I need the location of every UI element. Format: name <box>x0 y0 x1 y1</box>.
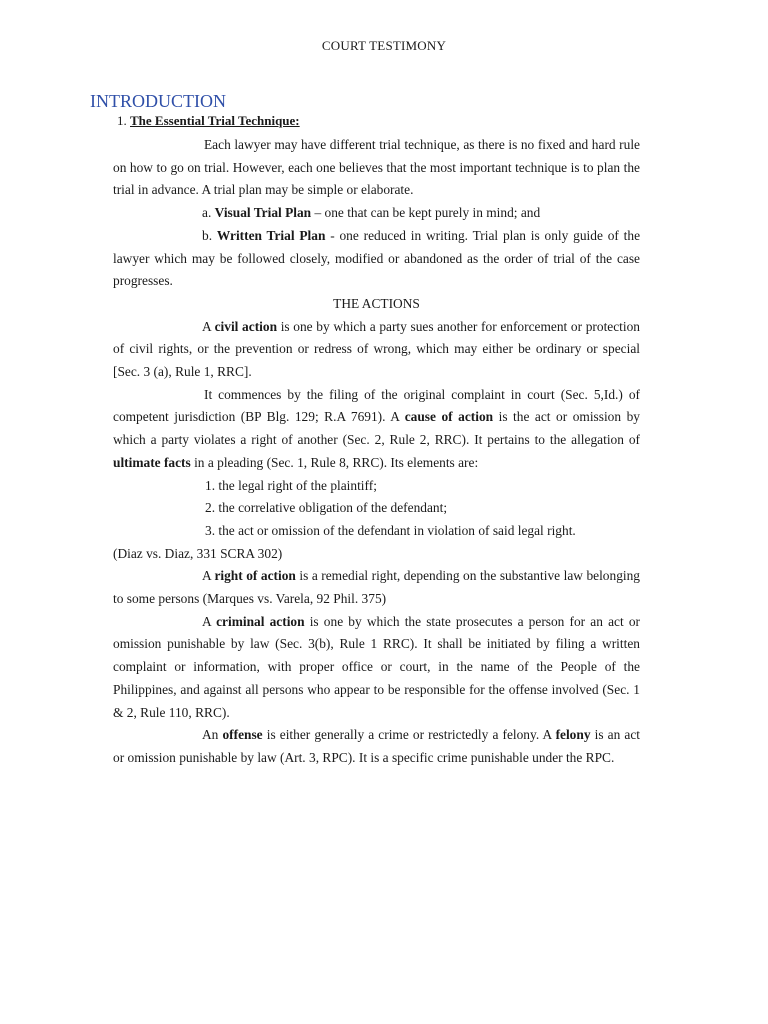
citation: (Diaz vs. Diaz, 331 SCRA 302) <box>113 545 283 561</box>
criminal-action-term: criminal action <box>216 613 305 629</box>
offense-term: offense <box>222 727 263 743</box>
ultimate-facts-term: ultimate facts <box>113 454 191 470</box>
civil-action-term: civil action <box>214 318 278 334</box>
right-of-action-paragraph: A right of action is a remedial right, depending on the substantive law belonging to some persons (Marques vs. Varela, 92 Phil. 375) <box>113 568 640 607</box>
civil-action-paragraph: A civil action is one by which a party sues another for enforcement or protection of civil rights, or the prevention or redress of wrong, which may either be ordinary or special [Sec. 3 (a), Rule 1, RRC]. <box>113 318 641 380</box>
plan-a-term: Visual Trial Plan <box>214 205 312 221</box>
item-number: 1. <box>117 113 130 128</box>
body-text <box>113 134 640 770</box>
element-item: 3. the act or omission of the defendant in violation of said legal right. <box>205 522 576 538</box>
element-item: 2. the correlative obligation of the defendant; <box>205 500 448 516</box>
intro-paragraph: Each lawyer may have different trial technique, as there is no fixed and hard rule on how to go on trial. However, each one believes that the most important technique is to plan the trial in advance. A trial plan may be simple or elaborate. <box>113 137 640 198</box>
item-title: The Essential Trial Technique: <box>130 113 300 128</box>
criminal-action-paragraph: A criminal action is one by which the state prosecutes a person for an act or omission punishable by law (Sec. 3(b), Rule 1 RRC). It shall be initiated by filing a written complaint or information, with proper office or court, in the name of the People of the Philippines, and against all persons who appear to be responsible for the offense involved (Sec. 1 & 2, Rule 110, RRC). <box>113 613 641 720</box>
cause-of-action-term: cause of action <box>404 409 494 425</box>
doc-title: COURT TESTIMONY <box>321 38 447 53</box>
felony-term: felony <box>555 727 591 743</box>
right-of-action-term: right of action <box>214 568 296 584</box>
section-heading: INTRODUCTION <box>90 91 226 111</box>
plan-b: b. Written Trial Plan - one reduced in writing. Trial plan is only guide of the lawyer which may be followed closely, modified or abandoned as the order of trial of the case progresses. <box>113 227 641 289</box>
offense-paragraph: An offense is either generally a crime or restrictedly a felony. A felony is an act or omission punishable by law (Art. 3, RPC). It is a specific crime punishable under the RPC. <box>113 727 640 765</box>
plan-a: a. Visual Trial Plan – one that can be kept purely in mind; and <box>202 205 541 221</box>
commences-paragraph: It commences by the filing of the original complaint in court (Sec. 5,Id.) of competent jurisdiction (BP Blg. 129; R.A 7691). A cause of action is the act or omission by which a party violates a right of another (Sec. 2, Rule 2, RRC). It pertains to the allegation of ultimate facts in a pleading (Sec. 1, Rule 8, RRC). Its elements are: <box>113 386 640 470</box>
item-title-line <box>117 113 300 129</box>
plan-b-term: Written Trial Plan <box>216 227 326 243</box>
element-item: 1. the legal right of the plaintiff; <box>205 477 377 493</box>
actions-heading: THE ACTIONS <box>333 295 420 311</box>
elements-list <box>113 475 640 543</box>
